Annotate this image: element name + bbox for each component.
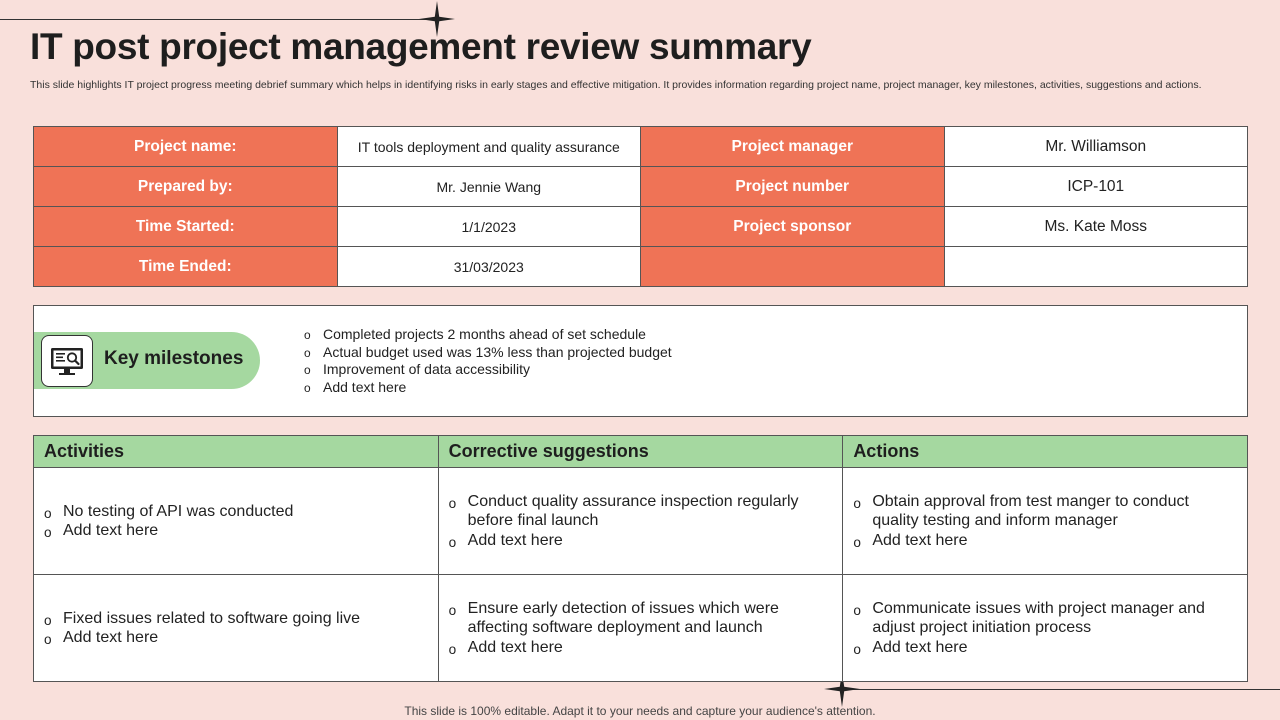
empty-label-cell [641,247,945,287]
activities-header: Activities [34,436,439,468]
monitor-search-icon [41,335,93,387]
project-number-value: ICP-101 [944,167,1248,207]
activities-cell [34,468,439,575]
actions-cell [843,468,1248,575]
list-item: o Add text here [304,379,672,397]
prepared-by-label: Prepared by: [34,167,338,207]
list-item: o Add text here [449,638,815,657]
list-item: o Conduct quality assurance inspection regularly before final launch [449,492,815,530]
bottom-decor-line [842,689,1280,690]
time-started-value: 1/1/2023 [337,207,641,247]
list-item: o Add text here [853,638,1219,657]
actions-cell [843,575,1248,682]
empty-value-cell [944,247,1248,287]
table-header-row [34,436,1248,468]
info-row [34,247,1248,287]
table-row [34,575,1248,682]
list-item: o Fixed issues related to software going live [44,609,410,628]
list-item: o Add text here [44,628,410,647]
time-started-label: Time Started: [34,207,338,247]
info-row [34,127,1248,167]
key-milestones-pill [34,332,260,389]
key-milestones-panel [33,305,1248,417]
project-manager-label: Project manager [641,127,945,167]
project-info-table [33,126,1248,287]
milestones-list [304,326,672,396]
time-ended-label: Time Ended: [34,247,338,287]
list-item: o No testing of API was conducted [44,502,410,521]
list-item: o Actual budget used was 13% less than projected budget [304,344,672,362]
project-name-label: Project name: [34,127,338,167]
list-item: o Obtain approval from test manger to conduct quality testing and inform manager [853,492,1219,530]
list-item: o Communicate issues with project manager and adjust project initiation process [853,599,1219,637]
list-item: o Add text here [44,521,410,540]
list-item: o Improvement of data accessibility [304,361,672,379]
table-row [34,468,1248,575]
suggestions-cell [438,575,843,682]
top-decor-line [0,19,437,20]
key-milestones-label: Key milestones [104,348,244,369]
actions-header: Actions [843,436,1248,468]
footer-note: This slide is 100% editable. Adapt it to your needs and capture your audience's attention. [404,704,876,718]
list-item: o Completed projects 2 months ahead of set schedule [304,326,672,344]
project-name-value: IT tools deployment and quality assurance [337,127,641,167]
list-item: o Add text here [449,531,815,550]
list-item: o Add text here [853,531,1219,550]
list-item: o Ensure early detection of issues which were affecting software deployment and launch [449,599,815,637]
project-number-label: Project number [641,167,945,207]
activities-cell [34,575,439,682]
project-manager-value: Mr. Williamson [944,127,1248,167]
project-sponsor-value: Ms. Kate Moss [944,207,1248,247]
time-ended-value: 31/03/2023 [337,247,641,287]
corrective-suggestions-header: Corrective suggestions [438,436,843,468]
info-row [34,167,1248,207]
suggestions-cell [438,468,843,575]
activities-table [33,435,1248,682]
page-subtitle: This slide highlights IT project progress meeting debrief summary which helps in identifying risks in early stages and effective mitigation. It provides information regarding project name, project manager, key milestones, activities, suggestions and actions. [30,79,1202,91]
info-row [34,207,1248,247]
page-title: IT post project management review summary [30,26,812,67]
prepared-by-value: Mr. Jennie Wang [337,167,641,207]
project-sponsor-label: Project sponsor [641,207,945,247]
